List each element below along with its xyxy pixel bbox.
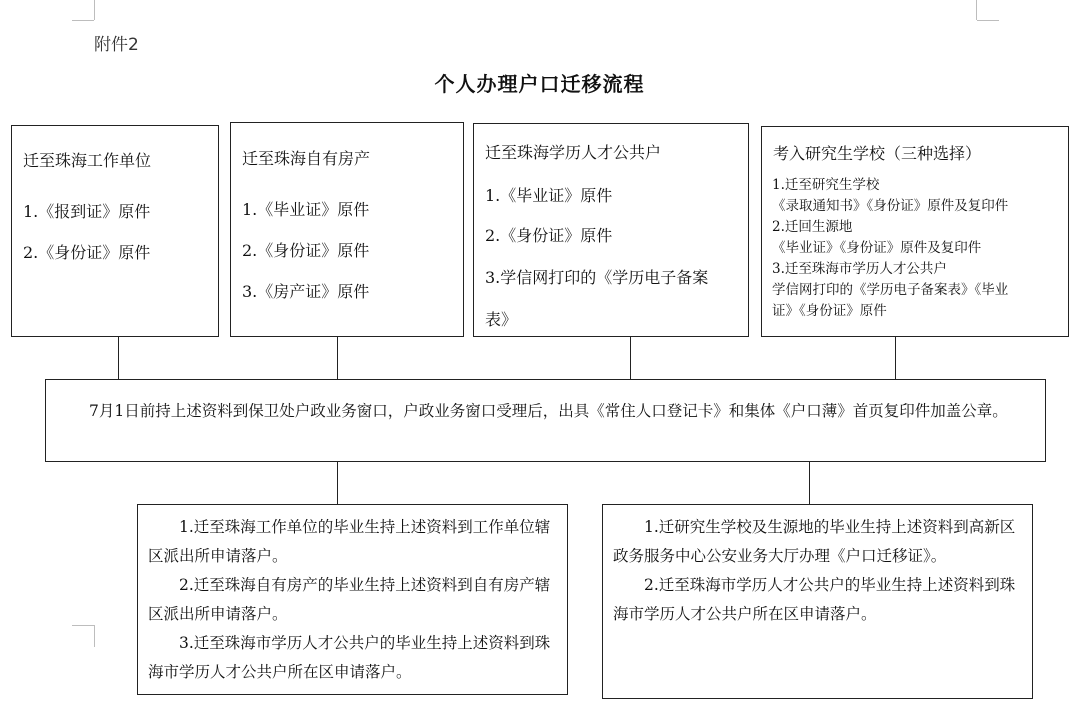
connector-line	[809, 462, 810, 504]
option-line: 3.迁至珠海市学历人才公共户	[772, 261, 947, 277]
option-line: 2.迁回生源地	[772, 219, 853, 235]
box-title: 迁至珠海工作单位	[23, 151, 152, 170]
requirement-item: 3.《房产证》原件	[242, 282, 370, 301]
option-line: 证》《身份证》原件	[772, 303, 887, 319]
option-line: 1.迁至研究生学校	[772, 177, 880, 193]
settlement-paragraph: 3.迁至珠海市学历人才公共户的毕业生持上述资料到珠海市学历人才公共户所在区申请落户。	[148, 634, 551, 681]
processing-text: 7月1日前持上述资料到保卫处户政业务窗口，户政业务窗口受理后，出具《常住人口登记卡》和集体《户口薄》首页复印件加盖公章。	[89, 402, 1008, 420]
settlement-paragraph: 2.迁至珠海市学历人才公共户的毕业生持上述资料到珠海市学历人才公共户所在区申请落户。	[613, 576, 1016, 623]
box-own-property	[230, 122, 464, 337]
box-title: 考入研究生学校（三种选择）	[773, 144, 982, 163]
box-title: 迁至珠海学历人才公共户	[485, 143, 662, 162]
settlement-paragraph: 2.迁至珠海自有房产的毕业生持上述资料到自有房产辖区派出所申请落户。	[148, 576, 551, 623]
requirement-item: 3.学信网打印的《学历电子备案	[485, 268, 709, 287]
box-title: 迁至珠海自有房产	[242, 149, 371, 168]
box-processing-step	[45, 379, 1046, 462]
connector-line	[630, 337, 631, 379]
box-talent-public-household	[473, 123, 749, 337]
requirement-item: 1.《毕业证》原件	[485, 186, 613, 205]
crop-mark	[94, 625, 95, 647]
connector-line	[337, 337, 338, 379]
connector-line	[895, 337, 896, 379]
option-line: 《录取通知书》《身份证》原件及复印件	[772, 198, 1009, 214]
crop-mark	[72, 625, 94, 626]
requirement-item: 2.《身份证》原件	[242, 241, 370, 260]
option-list	[772, 175, 1008, 322]
attachment-label: 附件2	[94, 35, 139, 55]
requirement-item: 2.《身份证》原件	[23, 243, 151, 262]
box-migration-certificate	[602, 504, 1033, 699]
box-graduate-school	[761, 126, 1069, 337]
crop-mark	[977, 20, 999, 21]
connector-line	[118, 337, 119, 379]
connector-line	[337, 462, 338, 504]
paragraph-list	[148, 513, 558, 687]
option-line: 学信网打印的《学历电子备案表》《毕业	[772, 282, 1009, 298]
crop-mark	[94, 0, 95, 20]
settlement-paragraph: 1.迁研究生学校及生源地的毕业生持上述资料到高新区政务服务中心公安业务大厅办理《户口迁移证》。	[613, 518, 1016, 565]
box-work-unit	[11, 125, 219, 337]
requirement-item: 1.《报到证》原件	[23, 202, 151, 221]
settlement-paragraph: 1.迁至珠海工作单位的毕业生持上述资料到工作单位辖区派出所申请落户。	[148, 518, 551, 565]
requirement-item: 表》	[485, 310, 518, 329]
box-settlement-zhuhai	[137, 504, 568, 695]
crop-mark	[72, 20, 94, 21]
requirement-item: 2.《身份证》原件	[485, 226, 613, 245]
paragraph-list	[613, 513, 1023, 629]
page-title: 个人办理户口迁移流程	[434, 72, 645, 96]
requirement-item: 1.《毕业证》原件	[242, 200, 370, 219]
crop-mark	[976, 0, 977, 20]
option-line: 《毕业证》《身份证》原件及复印件	[772, 240, 982, 256]
